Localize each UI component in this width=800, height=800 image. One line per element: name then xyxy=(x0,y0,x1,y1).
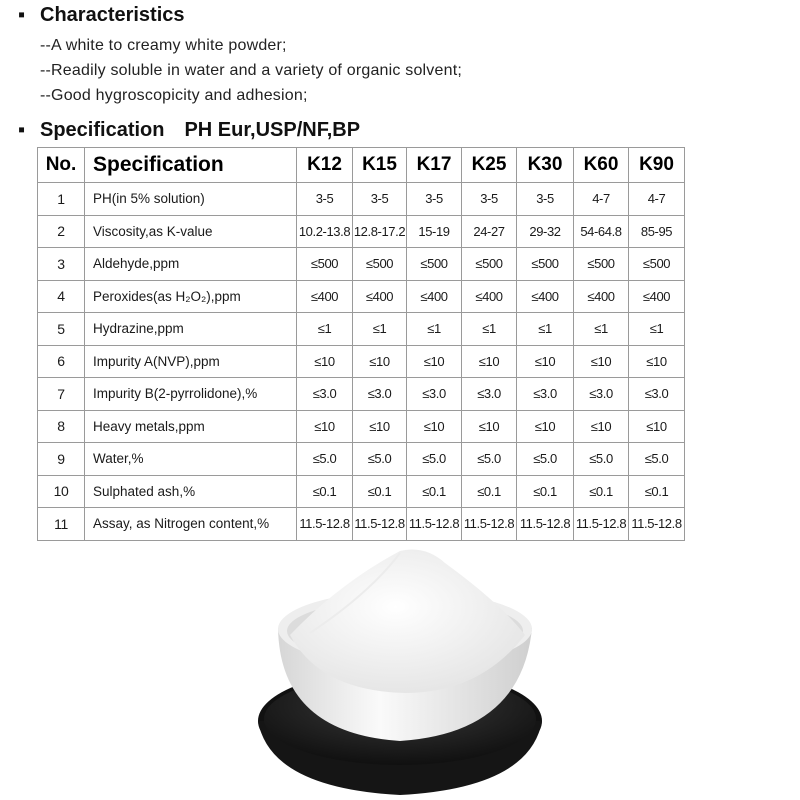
specification-name-cell: Hydrazine,ppm xyxy=(85,313,297,346)
grade-value-cell: ≤400 xyxy=(517,280,574,313)
characteristic-line-1: --A white to creamy white powder; xyxy=(40,37,287,54)
specification-name-cell: Peroxides(as H₂O₂),ppm xyxy=(85,280,297,313)
characteristics-title: Characteristics xyxy=(40,4,185,26)
grade-value-cell: ≤10 xyxy=(353,345,407,378)
grade-value-cell: ≤10 xyxy=(462,410,517,443)
grade-value-cell: 3-5 xyxy=(353,183,407,216)
row-number-cell: 8 xyxy=(38,410,85,443)
grade-value-cell: 11.5-12.8 xyxy=(297,508,353,541)
grade-value-cell: ≤500 xyxy=(462,248,517,281)
column-header-specification: Specification xyxy=(85,148,297,183)
row-number-cell: 5 xyxy=(38,313,85,346)
characteristic-line-2: --Readily soluble in water and a variety of organic solvent; xyxy=(40,62,462,79)
grade-value-cell: 85-95 xyxy=(629,215,685,248)
grade-value-cell: 3-5 xyxy=(462,183,517,216)
grade-value-cell: 11.5-12.8 xyxy=(353,508,407,541)
grade-value-cell: ≤3.0 xyxy=(574,378,629,411)
grade-value-cell: ≤10 xyxy=(353,410,407,443)
grade-value-cell: ≤10 xyxy=(574,345,629,378)
grade-value-cell: 4-7 xyxy=(574,183,629,216)
grade-value-cell: 15-19 xyxy=(407,215,462,248)
table-header-row xyxy=(38,148,685,183)
grade-value-cell: 11.5-12.8 xyxy=(462,508,517,541)
grade-value-cell: ≤0.1 xyxy=(297,475,353,508)
grade-value-cell: ≤1 xyxy=(297,313,353,346)
table-row xyxy=(38,215,685,248)
grade-value-cell: 11.5-12.8 xyxy=(574,508,629,541)
grade-value-cell: 11.5-12.8 xyxy=(407,508,462,541)
table-row xyxy=(38,378,685,411)
grade-value-cell: ≤400 xyxy=(407,280,462,313)
grade-value-cell: ≤3.0 xyxy=(462,378,517,411)
grade-value-cell: ≤5.0 xyxy=(629,443,685,476)
grade-value-cell: ≤0.1 xyxy=(517,475,574,508)
grade-value-cell: ≤0.1 xyxy=(462,475,517,508)
table-row xyxy=(38,248,685,281)
grade-value-cell: ≤1 xyxy=(629,313,685,346)
grade-value-cell: ≤0.1 xyxy=(407,475,462,508)
characteristics-heading xyxy=(18,4,185,27)
row-number-cell: 1 xyxy=(38,183,85,216)
grade-value-cell: ≤10 xyxy=(517,345,574,378)
grade-value-cell: ≤500 xyxy=(407,248,462,281)
grade-value-cell: ≤10 xyxy=(297,345,353,378)
characteristic-line-3: --Good hygroscopicity and adhesion; xyxy=(40,87,308,104)
grade-value-cell: ≤3.0 xyxy=(629,378,685,411)
grade-value-cell: ≤5.0 xyxy=(353,443,407,476)
table-row xyxy=(38,508,685,541)
specification-name-cell: Heavy metals,ppm xyxy=(85,410,297,443)
grade-value-cell: 3-5 xyxy=(517,183,574,216)
specification-heading xyxy=(18,113,360,142)
grade-value-cell: ≤3.0 xyxy=(353,378,407,411)
grade-value-cell: 11.5-12.8 xyxy=(629,508,685,541)
row-number-cell: 4 xyxy=(38,280,85,313)
bullet-icon: ▪ xyxy=(18,4,26,26)
specification-title: Specification PH Eur,USP/NF,BP xyxy=(40,119,361,141)
grade-value-cell: ≤400 xyxy=(297,280,353,313)
grade-value-cell: ≤0.1 xyxy=(574,475,629,508)
grade-value-cell: ≤1 xyxy=(353,313,407,346)
grade-value-cell: ≤10 xyxy=(462,345,517,378)
grade-value-cell: ≤10 xyxy=(629,345,685,378)
grade-value-cell: 29-32 xyxy=(517,215,574,248)
column-header-k30: K30 xyxy=(517,148,574,183)
grade-value-cell: ≤3.0 xyxy=(297,378,353,411)
specification-name-cell: Impurity A(NVP),ppm xyxy=(85,345,297,378)
grade-value-cell: ≤1 xyxy=(574,313,629,346)
grade-value-cell: ≤5.0 xyxy=(407,443,462,476)
grade-value-cell: ≤5.0 xyxy=(462,443,517,476)
table-row xyxy=(38,345,685,378)
specification-name-cell: Sulphated ash,% xyxy=(85,475,297,508)
grade-value-cell: ≤500 xyxy=(517,248,574,281)
grade-value-cell: 12.8-17.2 xyxy=(353,215,407,248)
grade-value-cell: ≤0.1 xyxy=(629,475,685,508)
grade-value-cell: 11.5-12.8 xyxy=(517,508,574,541)
grade-value-cell: ≤500 xyxy=(574,248,629,281)
grade-value-cell: ≤5.0 xyxy=(517,443,574,476)
grade-value-cell: ≤3.0 xyxy=(517,378,574,411)
table-row xyxy=(38,183,685,216)
grade-value-cell: ≤5.0 xyxy=(297,443,353,476)
grade-value-cell: 4-7 xyxy=(629,183,685,216)
grade-value-cell: 10.2-13.8 xyxy=(297,215,353,248)
grade-value-cell: ≤400 xyxy=(629,280,685,313)
row-number-cell: 7 xyxy=(38,378,85,411)
column-header-no: No. xyxy=(38,148,85,183)
specification-name-cell: Water,% xyxy=(85,443,297,476)
row-number-cell: 3 xyxy=(38,248,85,281)
grade-value-cell: ≤400 xyxy=(574,280,629,313)
grade-value-cell: ≤1 xyxy=(407,313,462,346)
grade-value-cell: ≤10 xyxy=(407,345,462,378)
column-header-k12: K12 xyxy=(297,148,353,183)
table-row xyxy=(38,410,685,443)
grade-value-cell: ≤10 xyxy=(407,410,462,443)
specification-name-cell: Viscosity,as K-value xyxy=(85,215,297,248)
grade-value-cell: ≤10 xyxy=(574,410,629,443)
column-header-k60: K60 xyxy=(574,148,629,183)
grade-value-cell: ≤500 xyxy=(629,248,685,281)
table-row xyxy=(38,280,685,313)
grade-value-cell: 3-5 xyxy=(407,183,462,216)
table-row xyxy=(38,443,685,476)
row-number-cell: 2 xyxy=(38,215,85,248)
specification-name-cell: Aldehyde,ppm xyxy=(85,248,297,281)
grade-value-cell: ≤1 xyxy=(462,313,517,346)
grade-value-cell: ≤10 xyxy=(629,410,685,443)
grade-value-cell: ≤400 xyxy=(462,280,517,313)
column-header-k15: K15 xyxy=(353,148,407,183)
grade-value-cell: ≤500 xyxy=(297,248,353,281)
row-number-cell: 10 xyxy=(38,475,85,508)
grade-value-cell: ≤10 xyxy=(517,410,574,443)
grade-value-cell: 24-27 xyxy=(462,215,517,248)
grade-value-cell: 3-5 xyxy=(297,183,353,216)
table-row xyxy=(38,475,685,508)
specification-name-cell: Assay, as Nitrogen content,% xyxy=(85,508,297,541)
grade-value-cell: ≤5.0 xyxy=(574,443,629,476)
specification-name-cell: Impurity B(2-pyrrolidone),% xyxy=(85,378,297,411)
specification-table xyxy=(37,147,685,541)
column-header-k90: K90 xyxy=(629,148,685,183)
grade-value-cell: ≤10 xyxy=(297,410,353,443)
grade-value-cell: ≤3.0 xyxy=(407,378,462,411)
column-header-k17: K17 xyxy=(407,148,462,183)
grade-value-cell: ≤400 xyxy=(353,280,407,313)
bullet-icon: ▪ xyxy=(18,119,26,141)
grade-value-cell: ≤0.1 xyxy=(353,475,407,508)
product-photo xyxy=(250,543,560,800)
column-header-k25: K25 xyxy=(462,148,517,183)
row-number-cell: 9 xyxy=(38,443,85,476)
grade-value-cell: ≤1 xyxy=(517,313,574,346)
row-number-cell: 6 xyxy=(38,345,85,378)
row-number-cell: 11 xyxy=(38,508,85,541)
table-row xyxy=(38,313,685,346)
grade-value-cell: 54-64.8 xyxy=(574,215,629,248)
grade-value-cell: ≤500 xyxy=(353,248,407,281)
specification-name-cell: PH(in 5% solution) xyxy=(85,183,297,216)
table-body xyxy=(38,183,685,541)
